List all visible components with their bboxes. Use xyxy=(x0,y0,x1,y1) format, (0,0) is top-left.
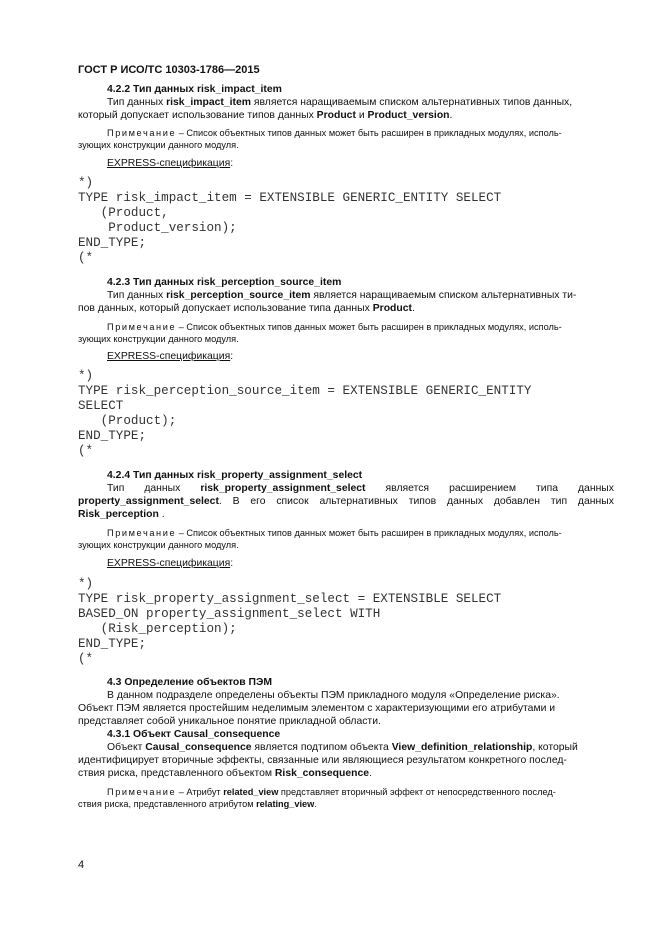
note-continuation: зующих конструкции данного модуля. xyxy=(78,140,239,150)
paragraph-line: Risk_perception . xyxy=(78,509,165,520)
paragraph-line: Тип данных risk_impact_item является наращиваемым списком альтернативных типов данных, xyxy=(107,97,573,108)
paragraph-line: Объект ПЭМ является простейшим неделимым элементом с характеризующими его атрибутами и xyxy=(78,703,556,714)
section-heading-4-2-4: 4.2.4 Тип данных risk_property_assignment_select xyxy=(107,470,363,481)
paragraph-line: ствия риска, представленного объектом Risk_consequence. xyxy=(78,768,372,779)
section-heading-4-2-2: 4.2.2 Тип данных risk_impact_item xyxy=(107,84,282,95)
paragraph-line: Тип данных risk_perception_source_item является наращиваемым списком альтернативных ти- xyxy=(107,290,577,301)
standard-title: ГОСТ Р ИСО/ТС 10303-1786—2015 xyxy=(78,64,260,76)
paragraph-line: который допускает использование типов данных Product и Product_version. xyxy=(78,110,453,121)
code-block-risk-impact-item: *) TYPE risk_impact_item = EXTENSIBLE GENERIC_ENTITY SELECT (Product, Product_version); END_TYPE; (* xyxy=(78,176,502,265)
note: Примечание – Список объектных типов данных может быть расширен в прикладных модулях, исполь- xyxy=(107,128,562,138)
note: Примечание – Список объектных типов данных может быть расширен в прикладных модулях, исполь- xyxy=(107,322,562,332)
express-spec-label: EXPRESS-спецификация: xyxy=(107,158,234,169)
note: Примечание – Атрибут related_view представляет вторичный эффект от непосредственного послед- xyxy=(107,787,556,797)
paragraph-line: property_assignment_select. В его список альтернативных типов данных добавлен тип данных xyxy=(78,496,614,507)
paragraph-line: Тип данных risk_property_assignment_select является расширением типа данных xyxy=(107,483,614,494)
section-heading-4-2-3: 4.2.3 Тип данных risk_perception_source_item xyxy=(107,277,342,288)
paragraph-line: Объект Causal_consequence является подтипом объекта View_definition_relationship, который xyxy=(107,742,578,753)
section-heading-4-3: 4.3 Определение объектов ПЭМ xyxy=(107,677,273,688)
note-continuation: ствия риска, представленного атрибутом relating_view. xyxy=(78,799,317,809)
paragraph-line: В данном подразделе определены объекты ПЭМ прикладного модуля «Определение риска». xyxy=(107,690,560,701)
code-block-risk-property-assignment-select: *) TYPE risk_property_assignment_select = EXTENSIBLE SELECT BASED_ON property_assignment_select WITH (Risk_perception); END_TYPE; (* xyxy=(78,577,502,666)
express-spec-label: EXPRESS-спецификация: xyxy=(107,351,234,362)
section-heading-4-3-1: 4.3.1 Объект Causal_consequence xyxy=(107,729,281,740)
code-block-risk-perception-source-item: *) TYPE risk_perception_source_item = EXTENSIBLE GENERIC_ENTITY SELECT (Product); END_TYPE; (* xyxy=(78,369,532,458)
note: Примечание – Список объектных типов данных может быть расширен в прикладных модулях, исполь- xyxy=(107,528,562,538)
note-continuation: зующих конструкции данного модуля. xyxy=(78,540,239,550)
note-continuation: зующих конструкции данного модуля. xyxy=(78,334,239,344)
page-number: 4 xyxy=(78,859,85,871)
paragraph-line: представляет собой уникальное понятие прикладной области. xyxy=(78,716,381,727)
paragraph-line: пов данных, который допускает использование типа данных Product. xyxy=(78,303,415,314)
express-spec-label: EXPRESS-спецификация: xyxy=(107,558,234,569)
paragraph-line: идентифицирует вторичные эффекты, связанные или являющиеся результатом конкретного послед- xyxy=(78,755,567,766)
